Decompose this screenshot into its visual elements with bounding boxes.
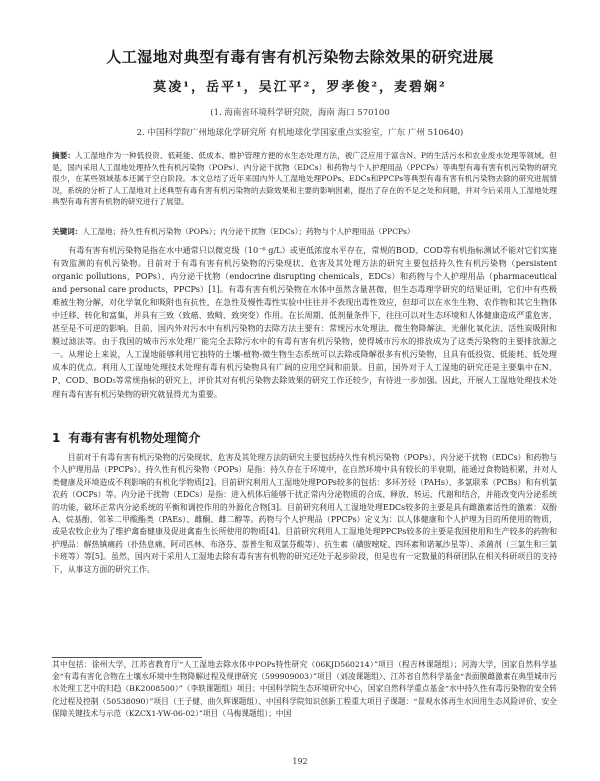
- page-number: 192: [292, 757, 308, 766]
- funding-footnote: 其中包括：徐州大学，江苏省教育厅“人工湿地去除水体中POPs特性研究（06KJD560214）”项目（程吉林课题组）；河海大学，国家自然科学基金“有毒有害化合物在土壤水环境中生物降解过程及规律研究（599909003）”项目（刘凌课题组）、江苏省自然科学基金“表面膜雌激素在典型城市污水处理工艺中的归趋（BK2008500）”（李轶课题组）项目；中国科学院生态环境研究中心，国家自然科学重点基金“水中持久性有毒污染物的安全转化过程及控制（50538090）”项目（王子健、曲久辉课题组）、中国科学院知识创新工程重大项目子课题：“景观水体再生水回用生态风险评价、安全保障关键技术与示范（KZCX1-YW-06-02）”项目（马梅课题组）；中国: [52, 660, 557, 718]
- keywords: [52, 226, 557, 238]
- keywords-text: 人工湿地；持久性有机污染物（POPs）；内分泌干扰物（EDCs）；药物与个人护理用品（PPCPs）: [82, 227, 415, 236]
- affiliation-2: 2. 中国科学院广州地球化学研究所 有机地球化学国家重点实验室，广东 广州 510640): [136, 128, 464, 138]
- section-title: 有毒有害有机物处理简介: [68, 431, 201, 445]
- affiliation-1: (1. 海南省环境科学研究院，海南 海口 570100: [210, 108, 390, 118]
- section-1-body: 目前对于有毒有害有机污染物的污染现状、危害及其处理方法的研究主要包括持久性有机污染物（POPs）、内分泌干扰物（EDCs）和药物与个人护理用品（PPCPs）。持久性有机污染物（POPs）是指：持久存在于环境中，在自然环境中具有较长的半衰期，能通过食物链积累，并对人类健康及环境造成不利影响的有机化学物质[2]。目前研究利用人工湿地处理POPs较多的包括：多环芳烃（PAHs）、多氯联苯（PCBs）和有机氯农药（OCPs）等。内分泌干扰物（EDCs）是指：进入机体后能够干扰正常内分泌物质的合成、释放、转运、代谢和结合，并能改变内分泌系统的功能，破坏正常内分泌系统的平衡和调控作用的外源化合物[3]。目前研究利用人工湿地处理EDCs较多的主要是具有雌激素活性的激素：双酚A、烷基酚、邻苯二甲酸酯类（PAEs）、雌酮、雌二醇等。药物与个人护理品（PPCPs）定义为：以人体健康和个人护理为目的所使用的物质，或是农牧企业为了维护禽畜健康及促进禽畜生长所使用的物质[4]。目前研究利用人工湿地处理PPCPs较多的主要是我国使用和生产较多的药物和护理品：解热镇痛药（扑热息痛、阿司匹林、布洛芬、萘普生和双氯芬酸等）、抗生素（磺胺嘧啶、四环素和诺氟沙星等）、杀菌剂（三氯生和三氯卡班等）等[5]。虽然，国内对于采用人工湿地去除有毒有害有机物的研究还处于起步阶段，但是也有一定数量的科研团队在相关科研项目的支持下，从事这方面的研究工作。: [52, 453, 557, 574]
- footnote-rule: [52, 657, 202, 658]
- keywords-label: 关键词：: [52, 227, 83, 236]
- introduction-paragraph: 有毒有害有机污染物是指在水中通常只以微克级（10⁻⁶ g/L）或更低浓度水平存在，常规的BOD、COD等有机指标测试不能对它们实施有效监测的有机污染物。目前对于有毒有害有机污染物的污染现状、危害及其处理方法的研究主要包括持久性有机污染物（persistent organic pollutions，POPs）、内分泌干扰物（endocrine disrupting chemicals，EDCs）和药物与个人护理用品（pharmaceutical and personal care products，PPCPs）[1]。有毒有害有机污染物在水体中虽然含量甚微，但生态毒理学研究的结果证明，它们中有些极难被生物分解，对化学氧化和吸附也有抗性，在急性及慢性毒性实验中往往并不表现出毒性效应，但却可以在水生生物、农作物和其它生物体中迁移、转化和富集，并具有三致（致癌、致畸、致突变）作用。在长周期、低剂量条件下，往往可以对生态环境和人体健康造成严重危害，甚至是不可逆的影响。目前，国内外对污水中有机污染物的去除方法主要有：常规污水处理法、微生物降解法、光催化氧化法、活性炭吸附和膜过滤法等。由于我国的城市污水处理厂能完全去除污水中的有毒有害有机污染物，使得城市污水的排放成为了这类污染物的主要排放源之一。从理论上来说，人工湿地能够利用它独特的土壤-植物-微生物生态系统可以去除或降解很多有机污染物，且具有低投资、低能耗、低处理成本的优点。利用人工湿地处理技术处理有毒有机污染物具有广阔的应用空间和前景。目前，国外对于人工湿地的研究还是主要集中在N、P、COD、BOD₅等常规指标的研究上，评价其对有机污染物去除效果的研究工作还较少，有待进一步加强。因此，开展人工湿地处理技术处理有毒有害有机污染物的研究就显得尤为重要。: [52, 245, 557, 399]
- abstract: [52, 150, 557, 208]
- section-1-heading: [52, 429, 200, 446]
- abstract-text: 人工湿地作为一种低投资、低耗能、低成本、维护管理方便的水生态处理方法，被广泛应用于富含N、P的生活污水和农业废水处理等领域。但是，国内采用人工湿地处理持久性有机污染物（POPs）、内分泌干扰物（EDCs）和药物与个人护理用品（PPCPs）等典型有毒有害有机污染物的研究很少，在某些领域基本还属于空白阶段。本文总结了近年来国内外人工湿地处理POPs、EDCs和PPCPs等典型有毒有害有机污染物去除的研究进展情况，系统的分析了人工湿地对上述典型有毒有害有机污染物的去除效果和主要的影响因素，提出了存在的不足之处和问题，并对今后采用人工湿地处理典型有毒有害有机物的研究进行了展望。: [52, 151, 558, 207]
- paper-title: 人工湿地对典型有毒有害有机污染物去除效果的研究进展: [106, 48, 494, 66]
- section-number: 1: [52, 431, 61, 445]
- author-list: 莫凌¹，岳平¹，吴江平²，罗孝俊²，麦碧娴²: [153, 80, 447, 95]
- abstract-label: 摘要：: [52, 151, 76, 160]
